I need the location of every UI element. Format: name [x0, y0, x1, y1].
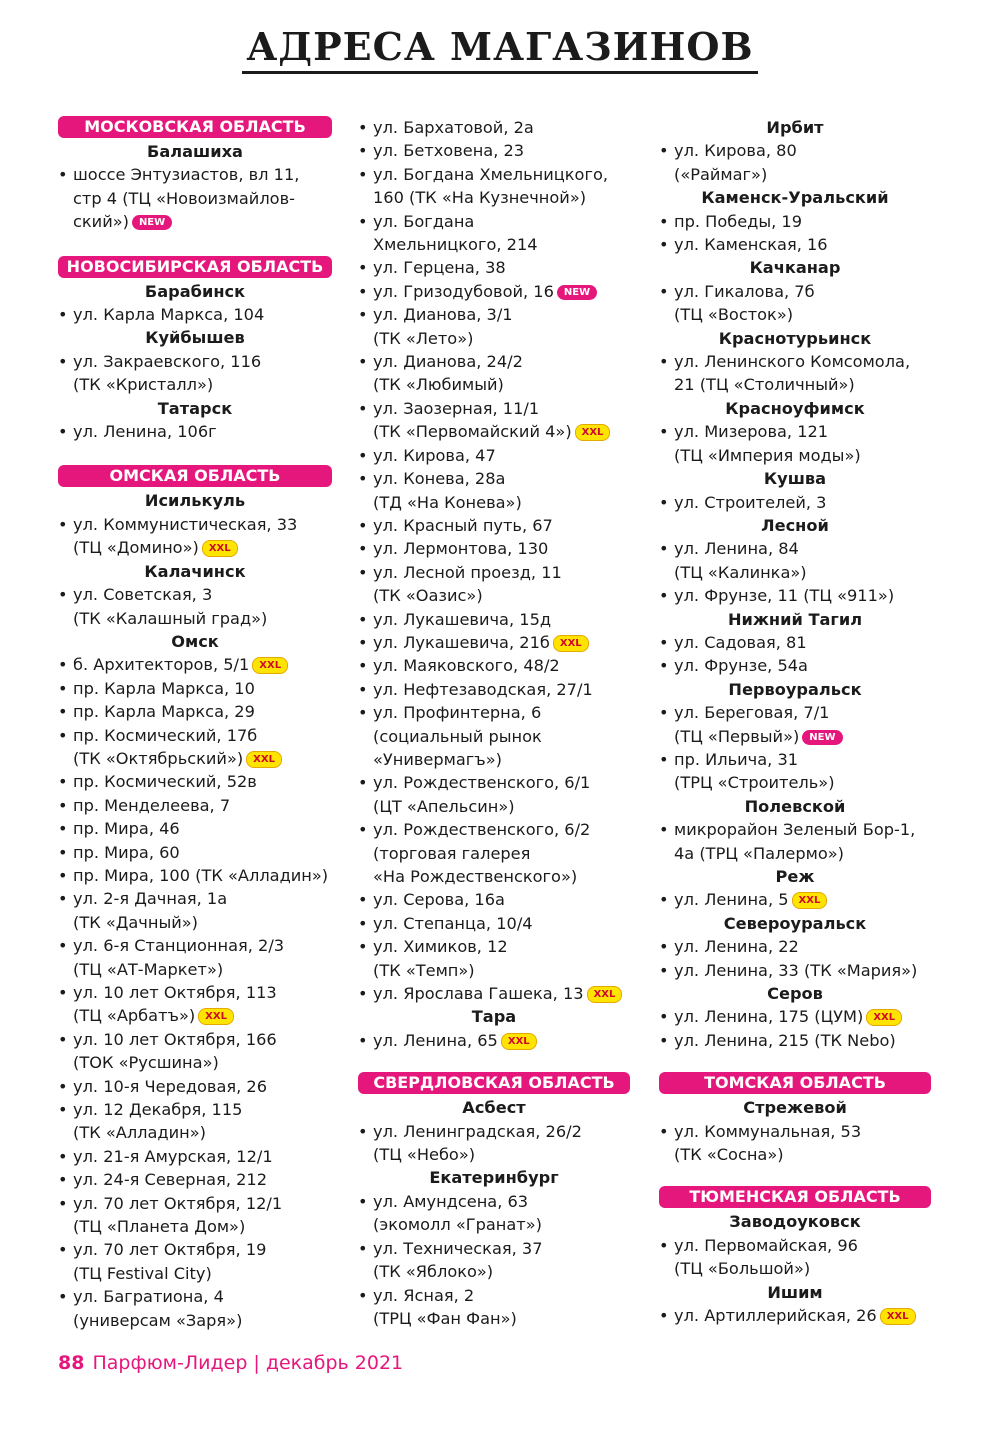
address-line: ул. Гризодубовой, 16	[373, 281, 554, 301]
address-line: ул. Ленина, 106г	[73, 422, 217, 442]
address-line: ул. Профинтерна, 6	[373, 703, 542, 723]
address-line: ул. 6-я Станционная, 2/3	[73, 936, 285, 956]
address-line: ул. Бархатовой, 2а	[373, 118, 534, 137]
address-line: (ТЦ «Империя моды»)	[674, 445, 861, 465]
address-line: (ТК «Октябрьский»)	[73, 748, 244, 768]
address-line: ул. Заозерная, 11/1	[373, 398, 540, 418]
store-address	[659, 631, 931, 654]
address-line: ул. Техническая, 37	[373, 1238, 543, 1258]
xxl-badge: XXL	[252, 657, 288, 674]
address-line: ул. Фрунзе, 54а	[674, 656, 808, 676]
store-address	[659, 233, 931, 256]
store-address	[358, 608, 630, 631]
address-line: («Раймаг»)	[674, 164, 768, 184]
address-line: ул. Лесной проезд, 11	[373, 562, 562, 582]
xxl-badge: XXL	[880, 1308, 916, 1325]
address-line: 4а (ТРЦ «Палермо»)	[674, 843, 844, 863]
city-name: Омск	[171, 631, 219, 651]
address-line: ул. Ленина, 215 (ТК Nebo)	[674, 1030, 896, 1050]
page-title-wrap	[0, 24, 1000, 69]
store-address	[58, 1028, 332, 1075]
city-name: Полевской	[744, 796, 846, 816]
address-line: ул. Конева, 28а	[373, 469, 506, 489]
address-line: (ТК «Дачный»)	[73, 912, 198, 932]
store-address	[358, 1190, 630, 1237]
address-line: (ТК «Оазис»)	[373, 586, 483, 606]
store-address	[58, 1075, 332, 1098]
footer-separator: |	[253, 1352, 260, 1374]
city-name: Кушва	[763, 469, 827, 489]
address-line: «На Рождественского»)	[373, 867, 578, 886]
store-address	[358, 514, 630, 537]
store-address	[58, 770, 332, 793]
address-line: пр. Мира, 100 (ТК «Алладин»)	[73, 865, 329, 885]
address-line: пр. Карла Маркса, 29	[73, 702, 255, 722]
store-address	[58, 677, 332, 700]
address-line: (ТОК «Русшина»)	[73, 1053, 219, 1073]
store-address	[659, 350, 931, 397]
store-address	[58, 841, 332, 864]
xxl-badge: XXL	[575, 424, 611, 441]
address-line: ул. Ясная, 2	[373, 1285, 475, 1305]
address-line: ул. Красный путь, 67	[373, 515, 553, 535]
address-line: ул. Нефтезаводская, 27/1	[373, 679, 593, 699]
region-header: НОВОСИБИРСКАЯ ОБЛАСТЬ	[58, 256, 332, 278]
address-line: ул. Гикалова, 7б	[674, 281, 815, 301]
store-address	[659, 1029, 931, 1052]
address-line: ул. Мизерова, 121	[674, 422, 829, 442]
xxl-badge: XXL	[202, 540, 238, 557]
address-line: ул. Коммунальная, 53	[674, 1121, 862, 1141]
issue-date: декабрь 2021	[265, 1352, 404, 1374]
city-name: Калачинск	[144, 561, 246, 581]
store-address	[358, 1029, 630, 1052]
city-name: Первоуральск	[728, 679, 862, 699]
address-line: (ТЦ «Восток»)	[674, 305, 794, 325]
store-address	[659, 537, 931, 584]
store-address	[358, 467, 630, 514]
address-line: ул. Ленина, 65	[373, 1030, 498, 1050]
address-line: ул. Каменская, 16	[674, 235, 828, 255]
address-line: ул. Ленина, 175 (ЦУМ)	[674, 1007, 864, 1027]
address-line: ул. Береговая, 7/1	[674, 703, 830, 723]
store-address	[358, 935, 630, 982]
store-address	[358, 210, 630, 257]
address-line: пр. Космический, 52в	[73, 772, 257, 792]
store-address	[358, 397, 630, 444]
address-line: ул. Карла Маркса, 104	[73, 305, 265, 325]
city-name: Каменск-Уральский	[701, 188, 889, 208]
address-line: ул. Советская, 3	[73, 585, 213, 605]
region-header: ОМСКАЯ ОБЛАСТЬ	[58, 465, 332, 487]
address-line: «Универмагъ»)	[373, 749, 502, 769]
address-line: ул. Садовая, 81	[674, 632, 807, 652]
address-line: ул. 12 Декабря, 115	[73, 1100, 243, 1120]
store-address	[358, 116, 630, 139]
address-line: ул. 70 лет Октября, 19	[73, 1240, 267, 1260]
xxl-badge: XXL	[866, 1009, 902, 1026]
address-line: (ТК «Яблоко»)	[373, 1262, 494, 1282]
city-name: Исилькуль	[144, 491, 246, 511]
region-header: ТОМСКАЯ ОБЛАСТЬ	[659, 1072, 931, 1094]
city-name: Барабинск	[144, 281, 246, 301]
city-name: Асбест	[462, 1098, 526, 1118]
address-line: (ЦТ «Апельсин»)	[373, 796, 515, 816]
column-3	[659, 116, 931, 1328]
address-line: (ТД «На Конева»)	[373, 492, 522, 512]
store-address	[358, 1120, 630, 1167]
xxl-badge: XXL	[553, 635, 589, 652]
address-line: 21 (ТЦ «Столичный»)	[674, 375, 855, 395]
address-line: (ТЦ Festival City)	[73, 1263, 212, 1283]
store-address	[58, 513, 332, 560]
city-name: Ирбит	[766, 118, 824, 137]
column-1	[58, 116, 332, 1332]
store-address	[58, 1238, 332, 1285]
store-address	[659, 584, 931, 607]
store-address	[58, 724, 332, 771]
xxl-badge: XXL	[587, 986, 623, 1003]
store-address	[58, 794, 332, 817]
address-line: стр 4 (ТЦ «Новоизмайлов-	[73, 188, 295, 208]
xxl-badge: XXL	[246, 751, 282, 768]
address-line: (ТРЦ «Фан Фан»)	[373, 1308, 517, 1328]
city-name: Реж	[775, 867, 815, 886]
store-address	[659, 818, 931, 865]
city-name: Краснотурьинск	[718, 328, 872, 348]
address-line: ул. Герцена, 38	[373, 258, 506, 278]
city-name: Заводоуковск	[729, 1212, 861, 1232]
store-address	[58, 1145, 332, 1168]
xxl-badge: XXL	[501, 1033, 537, 1050]
address-line: (универсам «Заря»)	[73, 1310, 243, 1330]
page-title: АДРЕСА МАГАЗИНОВ	[242, 24, 757, 74]
store-address	[358, 701, 630, 771]
address-line: микрорайон Зеленый Бор-1,	[674, 820, 916, 840]
city-name: Куйбышев	[145, 328, 245, 348]
store-address	[659, 701, 931, 748]
address-line: ул. Ленина, 33 (ТК «Мария»)	[674, 960, 918, 980]
address-line: ул. Рождественского, 6/1	[373, 773, 591, 793]
store-address	[58, 700, 332, 723]
address-line: ул. Лукашевича, 15д	[373, 609, 552, 629]
store-address	[358, 912, 630, 935]
address-line: б. Архитекторов, 5/1	[73, 655, 250, 675]
address-line: Хмельницкого, 214	[373, 235, 538, 255]
region-header: СВЕРДЛОВСКАЯ ОБЛАСТЬ	[358, 1072, 630, 1094]
store-address	[358, 1237, 630, 1284]
store-address	[659, 1120, 931, 1167]
store-address	[358, 537, 630, 560]
store-address	[58, 303, 332, 326]
address-line: пр. Менделеева, 7	[73, 795, 231, 815]
address-line: пр. Мира, 46	[73, 819, 180, 839]
store-address	[659, 1005, 931, 1028]
city-name: Красноуфимск	[725, 398, 865, 418]
address-line: ул. Ленина, 5	[674, 890, 789, 910]
region-header: ТЮМЕНСКАЯ ОБЛАСТЬ	[659, 1186, 931, 1208]
store-address	[58, 817, 332, 840]
store-address	[659, 280, 931, 327]
store-address	[659, 748, 931, 795]
address-line: пр. Карла Маркса, 10	[73, 678, 255, 698]
store-address	[659, 420, 931, 467]
store-address	[58, 1285, 332, 1332]
address-line: ул. Серова, 16а	[373, 890, 505, 910]
store-address	[58, 864, 332, 887]
region-header: МОСКОВСКАЯ ОБЛАСТЬ	[58, 116, 332, 138]
city-name: Лесной	[761, 515, 829, 535]
store-address	[659, 1304, 931, 1327]
store-address	[58, 350, 332, 397]
store-address	[358, 982, 630, 1005]
store-address	[659, 935, 931, 958]
address-line: ул. Артиллерийская, 26	[674, 1306, 877, 1326]
city-name: Тара	[471, 1007, 517, 1027]
address-line: (торговая галерея	[373, 843, 531, 863]
city-name: Стрежевой	[743, 1098, 847, 1118]
address-line: ул. Богдана Хмельницкого,	[373, 164, 608, 184]
address-line: ул. Дианова, 24/2	[373, 352, 523, 372]
address-line: ул. Первомайская, 96	[674, 1235, 858, 1255]
address-line: ул. Богдана	[373, 211, 475, 231]
xxl-badge: XXL	[198, 1008, 234, 1025]
address-line: (ТЦ «Домино»)	[73, 538, 199, 558]
store-address	[358, 561, 630, 608]
xxl-badge: XXL	[792, 892, 828, 909]
address-line: (ТЦ «Калинка»)	[674, 562, 807, 582]
address-line: ул. Ленина, 22	[674, 937, 799, 957]
city-name: Екатеринбург	[429, 1168, 559, 1188]
address-line: ул. Рождественского, 6/2	[373, 820, 591, 840]
store-address	[659, 888, 931, 911]
store-address	[659, 491, 931, 514]
address-line: ул. Химиков, 12	[373, 937, 508, 957]
address-line: ул. Степанца, 10/4	[373, 913, 533, 933]
store-address	[58, 1098, 332, 1145]
store-address	[58, 583, 332, 630]
address-line: ул. Строителей, 3	[674, 492, 827, 512]
store-address	[58, 934, 332, 981]
address-line: (ТЦ «Планета Дом»)	[73, 1217, 246, 1237]
store-address	[58, 1192, 332, 1239]
address-line: ский»)	[73, 212, 129, 232]
address-line: ул. Амундсена, 63	[373, 1191, 529, 1211]
city-name: Качканар	[749, 258, 841, 278]
address-line: ул. 10-я Чередовая, 26	[73, 1076, 268, 1096]
store-address	[659, 654, 931, 677]
address-line: пр. Победы, 19	[674, 211, 803, 231]
new-badge: NEW	[802, 730, 842, 745]
store-address	[358, 771, 630, 818]
address-line: (ТК «Кристалл»)	[73, 375, 214, 395]
store-address	[358, 139, 630, 162]
store-address	[358, 163, 630, 210]
address-line: ул. Маяковского, 48/2	[373, 656, 560, 676]
address-line: (ТЦ «Арбатъ»)	[73, 1006, 196, 1026]
address-line: ул. Фрунзе, 11 (ТЦ «911»)	[674, 586, 895, 606]
store-address	[358, 654, 630, 677]
address-line: ул. Кирова, 80	[674, 141, 797, 161]
store-address	[659, 210, 931, 233]
address-line: (экомолл «Гранат»)	[373, 1215, 542, 1235]
address-line: пр. Мира, 60	[73, 842, 180, 862]
address-line: (ТЦ «АТ-Маркет»)	[73, 959, 224, 979]
new-badge: NEW	[557, 285, 597, 300]
store-address	[358, 256, 630, 279]
address-line: (ТК «Лето»)	[373, 328, 474, 348]
store-address	[659, 139, 931, 186]
city-name: Балашиха	[147, 142, 243, 161]
address-line: пр. Космический, 17б	[73, 725, 258, 745]
address-line: ул. 10 лет Октября, 166	[73, 1029, 277, 1049]
address-line: ул. Ярослава Гашека, 13	[373, 984, 584, 1004]
address-line: (ТК «Алладин»)	[73, 1123, 206, 1143]
address-line: (ТК «Сосна»)	[674, 1145, 784, 1165]
address-line: шоссе Энтузиастов, вл 11,	[73, 165, 300, 185]
city-name: Североуральск	[723, 913, 867, 933]
address-line: (ТК «Калашный град»)	[73, 608, 268, 628]
city-name: Ишим	[767, 1282, 823, 1302]
address-line: пр. Ильича, 31	[674, 749, 799, 769]
address-line: ул. Лермонтова, 130	[373, 539, 549, 559]
store-address	[659, 1234, 931, 1281]
address-line: ул. Закраевского, 116	[73, 351, 262, 371]
address-line: ул. Кирова, 47	[373, 445, 496, 465]
address-line: ул. Ленинградская, 26/2	[373, 1121, 582, 1141]
address-line: ул. Лукашевича, 21б	[373, 632, 550, 652]
address-line: ул. Ленина, 84	[674, 539, 799, 559]
address-line: (ТК «Первомайский 4»)	[373, 422, 572, 442]
store-address	[358, 888, 630, 911]
store-address	[659, 959, 931, 982]
page-footer	[58, 1352, 403, 1374]
address-line: ул. 24-я Северная, 212	[73, 1170, 268, 1190]
address-line: (ТЦ «Первый»)	[674, 726, 800, 746]
address-line: 160 (ТК «На Кузнечной»)	[373, 188, 587, 208]
store-address	[358, 280, 630, 303]
store-address	[358, 350, 630, 397]
address-line: ул. 10 лет Октября, 113	[73, 983, 277, 1002]
magazine-name: Парфюм-Лидер	[92, 1352, 248, 1374]
city-name: Татарск	[157, 398, 233, 418]
city-name: Серов	[767, 984, 823, 1004]
address-line: ул. 70 лет Октября, 12/1	[73, 1193, 283, 1213]
store-address	[58, 981, 332, 1028]
address-line: ул. Ленинского Комсомола,	[674, 352, 911, 372]
page-number: 88	[58, 1352, 85, 1374]
address-line: (ТЦ «Большой»)	[674, 1259, 811, 1279]
address-line: ул. 2-я Дачная, 1а	[73, 889, 228, 909]
column-2	[358, 116, 630, 1330]
address-line: ул. Дианова, 3/1	[373, 305, 513, 325]
store-address	[358, 444, 630, 467]
store-address	[58, 163, 332, 233]
address-line: (ТК «Темп»)	[373, 960, 475, 980]
store-address	[58, 653, 332, 676]
address-line: ул. Бетховена, 23	[373, 141, 525, 161]
store-address	[58, 1168, 332, 1191]
store-address	[58, 887, 332, 934]
store-address	[358, 678, 630, 701]
store-address	[358, 631, 630, 654]
store-address	[58, 420, 332, 443]
address-line: (ТЦ «Небо»)	[373, 1145, 476, 1165]
store-address	[358, 1284, 630, 1331]
address-line: (ТРЦ «Строитель»)	[674, 773, 835, 793]
address-line: (ТК «Любимый)	[373, 375, 504, 395]
address-line: ул. 21-я Амурская, 12/1	[73, 1146, 273, 1166]
new-badge: NEW	[132, 215, 172, 230]
address-line: ул. Коммунистическая, 33	[73, 514, 298, 534]
store-address	[358, 303, 630, 350]
address-line: (социальный рынок	[373, 726, 542, 746]
address-line: ул. Багратиона, 4	[73, 1287, 224, 1307]
store-address	[358, 818, 630, 888]
city-name: Нижний Тагил	[727, 609, 863, 629]
